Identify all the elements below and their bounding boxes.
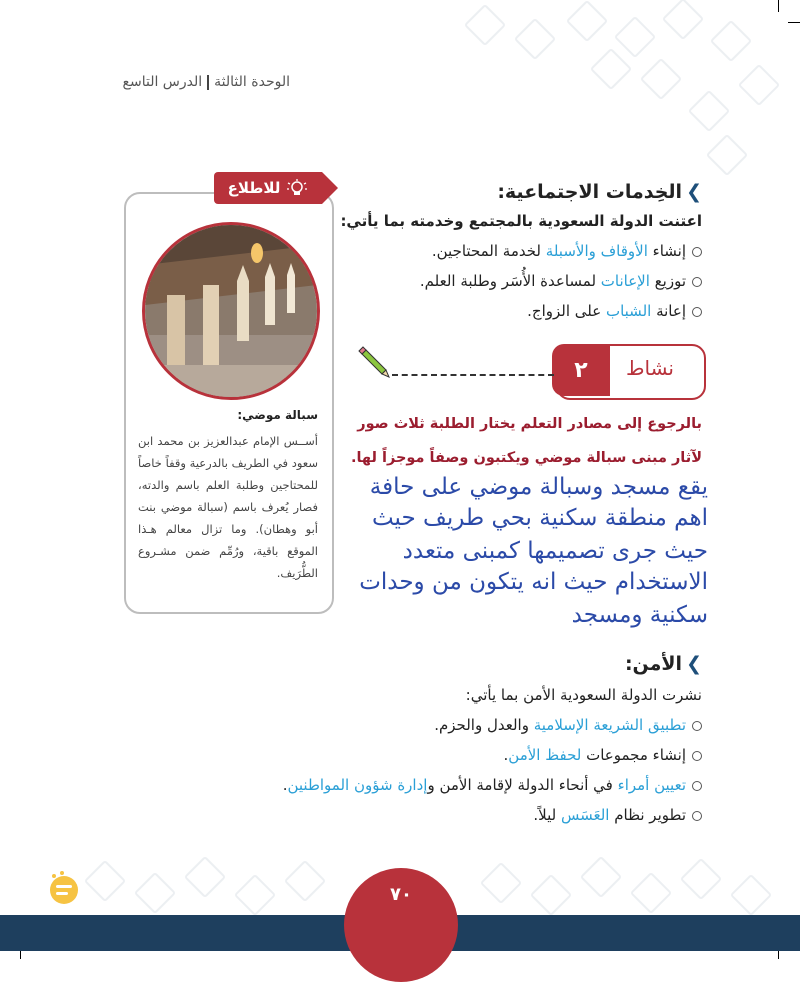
crop-mark — [788, 22, 800, 23]
info-tag-label: للاطلاع — [227, 179, 281, 197]
list-item: تطوير نظام العَسَس ليلاً. — [533, 806, 702, 824]
header-divider — [207, 75, 209, 90]
running-header — [100, 74, 290, 90]
publisher-logo-icon — [42, 868, 82, 908]
activity-prompt-line-2: لآثار مبنى سبالة موضي ويكتبون وصفاً موجزاً لها. — [350, 450, 702, 466]
info-tag — [214, 172, 322, 204]
chevron-icon: ❯ — [686, 181, 702, 203]
list-item: توزيع الإعانات لمساعدة الأُسَر وطلبة العلم. — [420, 272, 702, 290]
list-item: إعانة الشباب على الزواج. — [527, 302, 702, 320]
bullet-icon — [692, 781, 702, 791]
activity-prompt-line-1: بالرجوع إلى مصادر التعلم يختار الطلبة ثلاث صور — [357, 416, 702, 432]
lesson-title: الدرس التاسع — [122, 74, 203, 90]
bullet-icon — [692, 721, 702, 731]
activity-number: ٢ — [552, 344, 610, 396]
social-services-lead: اعتنت الدولة السعودية بالمجتمع وخدمته بما يأتي: — [340, 212, 702, 230]
handwritten-answer-line: يقع مسجد وسبالة موضي على حافة — [369, 474, 708, 500]
sidebar-body: أســس الإمام عبدالعزيز بن محمد ابن سعود في الطريف بالدرعية وقفاً خاصاً للمحتاجين وطلبة العلم باسم والدته، فصار يُعرف باسم (سبالة موضي بنت أبو وهطان). وما تزال معالم هـذا الموقع باقية، ورُمِّم ضمن مشـروع الطُّرَيف. — [138, 434, 318, 580]
bullet-icon — [692, 247, 702, 257]
unit-title: الوحدة الثالثة — [214, 74, 290, 90]
bullet-icon — [692, 751, 702, 761]
list-item: تعيين أمراء في أنحاء الدولة لإقامة الأمن وإدارة شؤون المواطنين. — [283, 776, 702, 794]
security-heading: ❯الأمن: — [624, 653, 702, 675]
pencil-icon — [356, 344, 390, 378]
social-services-heading: ❯الخِدمات الاجتماعية: — [497, 181, 702, 203]
crop-mark — [778, 0, 779, 12]
handwritten-answer-line: سكنية ومسجد — [571, 602, 708, 628]
bullet-icon — [692, 811, 702, 821]
activity-label: نشاط — [626, 356, 674, 380]
chevron-icon: ❯ — [686, 653, 702, 675]
list-item: إنشاء مجموعات لحفظ الأمن. — [504, 746, 702, 764]
list-item: إنشاء الأوقاف والأسبلة لخدمة المحتاجين. — [432, 242, 702, 260]
sidebar-heading: سبالة موضي: — [237, 408, 318, 422]
lightbulb-icon — [286, 179, 308, 197]
handwritten-answer-line: الاستخدام حيث انه يتكون من وحدات — [359, 569, 708, 595]
handwritten-answer-line: اهم منطقة سكنية بحي طريف حيث — [371, 505, 708, 531]
activity-dashed-line — [392, 374, 554, 376]
security-lead: نشرت الدولة السعودية الأمن بما يأتي: — [465, 686, 702, 704]
sabala-moudi-photo — [142, 222, 320, 400]
handwritten-answer-line: حيث جرى تصميمها كمبنى متعدد — [402, 538, 708, 564]
list-item: تطبيق الشريعة الإسلامية والعدل والحزم. — [434, 716, 702, 734]
bullet-icon — [692, 307, 702, 317]
bullet-icon — [692, 277, 702, 287]
page-number: ٧٠ — [390, 884, 412, 905]
